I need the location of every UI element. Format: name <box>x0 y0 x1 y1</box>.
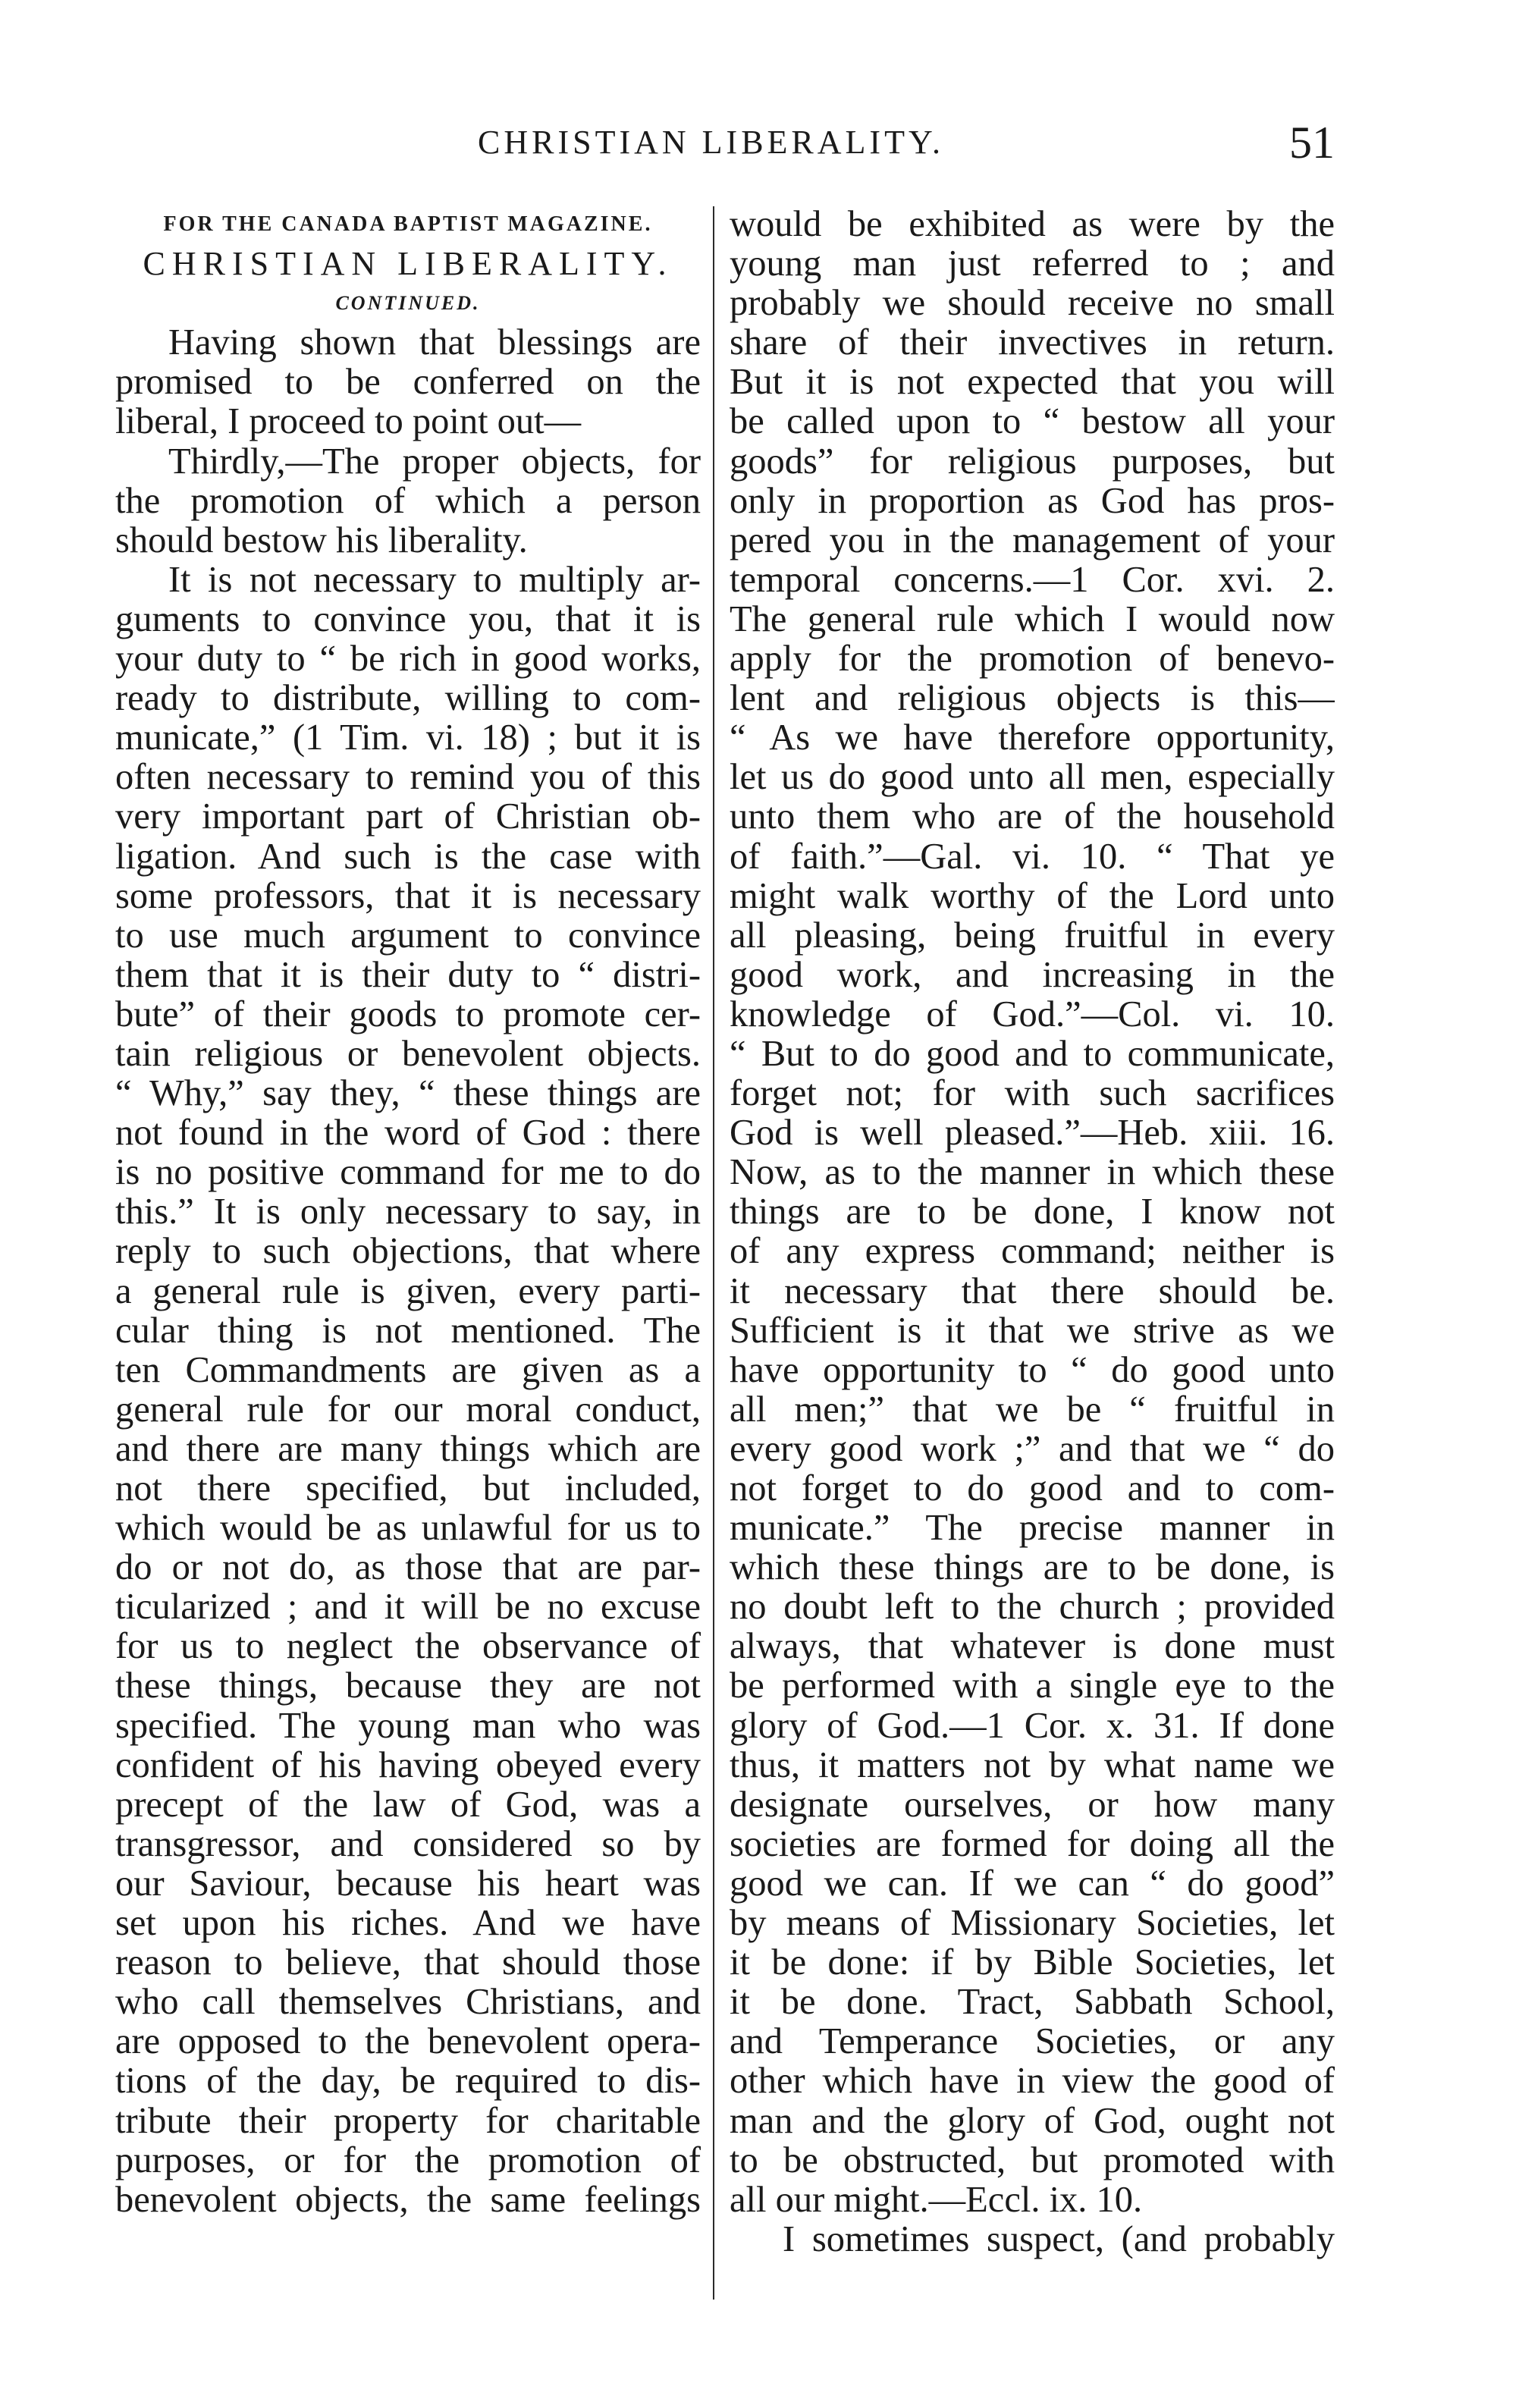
text-line: only in proportion as God has pros- <box>730 481 1335 521</box>
text-line: bute” of their goods to promote cer- <box>115 994 701 1034</box>
text-line: municate,” (1 Tim. vi. 18) ; but it is <box>115 718 701 758</box>
text-line: these things, because they are not <box>115 1666 701 1706</box>
text-line: and Temperance Societies, or any <box>730 2022 1335 2062</box>
column-divider <box>713 206 714 2300</box>
text-line: it necessary that there should be. <box>730 1271 1335 1311</box>
text-line: societies are formed for doing all the <box>730 1824 1335 1864</box>
text-line: always, that whatever is done must <box>730 1627 1335 1667</box>
text-line: general rule for our moral conduct, <box>115 1389 701 1430</box>
text-line: tions of the day, be required to dis- <box>115 2061 701 2102</box>
text-line: all our might.—Eccl. ix. 10. <box>730 2180 1143 2220</box>
text-line: Thirdly,—The proper objects, for <box>168 441 701 482</box>
text-line: to be obstructed, but promoted with <box>730 2140 1335 2180</box>
text-line: young man just referred to ; and <box>730 244 1335 284</box>
text-line: ready to distribute, willing to com- <box>115 679 701 719</box>
text-line: it be done. Tract, Sabbath School, <box>730 1983 1335 2023</box>
text-line: man and the glory of God, ought not <box>730 2101 1335 2141</box>
text-line: good work, and increasing in the <box>730 955 1335 995</box>
text-line: other which have in view the good of <box>730 2061 1335 2102</box>
text-line: good we can. If we can “ do good” <box>730 1863 1335 1904</box>
text-line: The general rule which I would now <box>730 599 1335 639</box>
text-line: confident of his having obeyed every <box>115 1745 701 1785</box>
text-line: to use much argument to convince <box>115 915 701 956</box>
text-line: it be done: if by Bible Societies, let <box>730 1943 1335 1983</box>
text-line: ticularized ; and it will be no excuse <box>115 1587 701 1628</box>
text-line: be performed with a single eye to the <box>730 1666 1335 1706</box>
text-line: “ As we have therefore opportunity, <box>730 718 1335 758</box>
magazine-imprint: FOR THE CANADA BAPTIST MAGAZINE. <box>163 212 653 236</box>
text-line: I sometimes suspect, (and probably <box>783 2219 1335 2259</box>
text-line: for us to neglect the observance of <box>115 1627 701 1667</box>
text-line: benevolent objects, the same feelings <box>115 2180 701 2220</box>
text-line: God is well pleased.”—Heb. xiii. 16. <box>730 1113 1335 1154</box>
text-line: be called upon to “ bestow all your <box>730 402 1335 442</box>
text-line: lent and religious objects is this— <box>730 679 1335 719</box>
text-line: probably we should receive no small <box>730 284 1335 324</box>
left-column-text <box>115 323 701 2220</box>
article-heading: CHRISTIAN LIBERALITY. <box>143 245 673 283</box>
text-line: let us do good unto all men, especially <box>730 758 1335 798</box>
text-line: Having shown that blessings are <box>168 323 701 363</box>
text-line: It is not necessary to multiply ar- <box>168 560 701 600</box>
right-column-text <box>730 205 1335 2259</box>
text-line: very important part of Christian ob- <box>115 797 701 837</box>
text-line: share of their invectives in return. <box>730 323 1335 363</box>
text-line: forget not; for with such sacrifices <box>730 1074 1335 1114</box>
text-line: tribute their property for charitable <box>115 2101 701 2141</box>
text-line: promised to be conferred on the <box>115 363 701 403</box>
text-line: not found in the word of God : there <box>115 1113 701 1154</box>
text-line: tain religious or benevolent objects. <box>115 1034 701 1074</box>
text-line: reply to such objections, that where <box>115 1232 701 1272</box>
text-line: Now, as to the manner in which these <box>730 1153 1335 1193</box>
text-line: a general rule is given, every parti- <box>115 1271 701 1311</box>
text-line: “ But to do good and to communicate, <box>730 1034 1335 1074</box>
text-line: Sufficient is it that we strive as we <box>730 1311 1335 1351</box>
text-line: transgressor, and considered so by <box>115 1824 701 1864</box>
running-title: CHRISTIAN LIBERALITY. <box>478 124 945 161</box>
left-column <box>115 205 701 2366</box>
text-line: not forget to do good and to com- <box>730 1469 1335 1509</box>
text-line: this.” It is only necessary to say, in <box>115 1192 701 1232</box>
text-line: precept of the law of God, was a <box>115 1785 701 1825</box>
text-line: should bestow his liberality. <box>115 520 528 560</box>
text-line: apply for the promotion of benevo- <box>730 639 1335 680</box>
text-line: them that it is their duty to “ distri- <box>115 955 701 995</box>
text-line: knowledge of God.”—Col. vi. 10. <box>730 994 1335 1034</box>
text-line: who call themselves Christians, and <box>115 1983 701 2023</box>
text-line: “ Why,” say they, “ these things are <box>115 1074 701 1114</box>
text-line: by means of Missionary Societies, let <box>730 1904 1335 1944</box>
text-line: set upon his riches. And we have <box>115 1904 701 1944</box>
text-line: our Saviour, because his heart was <box>115 1863 701 1904</box>
text-line: not there specified, but included, <box>115 1469 701 1509</box>
text-line: goods” for religious purposes, but <box>730 441 1335 482</box>
text-line: thus, it matters not by what name we <box>730 1745 1335 1785</box>
text-line: designate ourselves, or how many <box>730 1785 1335 1825</box>
text-line: which these things are to be done, is <box>730 1548 1335 1588</box>
text-line: do or not do, as those that are par- <box>115 1548 701 1588</box>
text-line: often necessary to remind you of this <box>115 758 701 798</box>
text-line: the promotion of which a person <box>115 481 701 521</box>
text-line: unto them who are of the household <box>730 797 1335 837</box>
text-line: of any express command; neither is <box>730 1232 1335 1272</box>
text-line: some professors, that it is necessary <box>115 876 701 916</box>
text-line: of faith.”—Gal. vi. 10. “ That ye <box>730 837 1335 877</box>
text-line: which would be as unlawful for us to <box>115 1509 701 1549</box>
text-line: would be exhibited as were by the <box>730 205 1335 244</box>
right-column <box>730 205 1335 2366</box>
text-line: are opposed to the benevolent opera- <box>115 2022 701 2062</box>
text-line: reason to believe, that should those <box>115 1943 701 1983</box>
text-line: specified. The young man who was <box>115 1706 701 1746</box>
text-line: all pleasing, being fruitful in every <box>730 915 1335 956</box>
text-line: pered you in the management of your <box>730 520 1335 560</box>
running-head <box>114 118 1335 182</box>
text-line: all men;” that we be “ fruitful in <box>730 1389 1335 1430</box>
text-line: is no positive command for me to do <box>115 1153 701 1193</box>
text-line: liberal, I proceed to point out— <box>115 402 582 442</box>
text-line: every good work ;” and that we “ do <box>730 1429 1335 1469</box>
text-line: and there are many things which are <box>115 1429 701 1469</box>
text-line: ligation. And such is the case with <box>115 837 701 877</box>
text-line: But it is not expected that you will <box>730 363 1335 403</box>
text-line: cular thing is not mentioned. The <box>115 1311 701 1351</box>
page-number: 51 <box>1289 118 1335 168</box>
text-line: purposes, or for the promotion of <box>115 2140 701 2180</box>
text-line: things are to be done, I know not <box>730 1192 1335 1232</box>
text-line: no doubt left to the church ; provided <box>730 1587 1335 1628</box>
text-line: have opportunity to “ do good unto <box>730 1350 1335 1390</box>
text-line: glory of God.—1 Cor. x. 31. If done <box>730 1706 1335 1746</box>
text-line: municate.” The precise manner in <box>730 1509 1335 1549</box>
text-line: temporal concerns.—1 Cor. xvi. 2. <box>730 560 1335 600</box>
continued-label: CONTINUED. <box>335 292 481 315</box>
text-line: ten Commandments are given as a <box>115 1350 701 1390</box>
text-line: might walk worthy of the Lord unto <box>730 876 1335 916</box>
text-line: your duty to “ be rich in good works, <box>115 639 701 680</box>
text-line: guments to convince you, that it is <box>115 599 701 639</box>
